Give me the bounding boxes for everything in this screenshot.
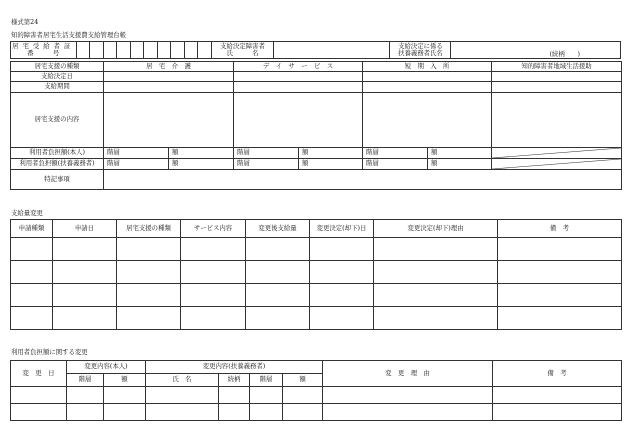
cert-number-box[interactable] xyxy=(90,42,104,59)
header-service-content: サービス内容 xyxy=(181,220,246,238)
tier-cell[interactable]: 階層 xyxy=(234,148,299,159)
cert-number-box[interactable] xyxy=(198,42,212,59)
header-amount: 額 xyxy=(104,374,146,387)
table-row[interactable] xyxy=(11,387,622,404)
header-application-date: 申請日 xyxy=(53,220,117,238)
amount-cell[interactable]: 額 xyxy=(428,159,492,170)
header-amount: 額 xyxy=(283,374,323,387)
table-row[interactable] xyxy=(11,307,622,330)
crossed-out-cell xyxy=(492,148,622,159)
table-row[interactable] xyxy=(11,238,622,261)
tier-cell[interactable]: 階層 xyxy=(234,159,299,170)
decision-date-day-service[interactable] xyxy=(234,72,363,82)
header-quantity-after: 変更後支給量 xyxy=(246,220,310,238)
tier-cell[interactable]: 階層 xyxy=(104,159,169,170)
content-community[interactable] xyxy=(492,93,622,148)
col-community-living: 知的障害者地域生活援助 xyxy=(492,62,622,72)
header-change-reason: 変 更 理 由 xyxy=(323,361,493,387)
col-short-stay: 短 期 入 所 xyxy=(363,62,492,72)
diagonal-strike xyxy=(492,159,621,169)
tier-cell[interactable]: 階層 xyxy=(363,159,428,170)
amount-cell[interactable]: 額 xyxy=(299,159,363,170)
header-change-self: 変更内容(本人) xyxy=(67,361,146,374)
table-row[interactable] xyxy=(11,261,622,284)
support-table xyxy=(10,61,622,190)
amount-cell[interactable]: 額 xyxy=(428,148,492,159)
guardian-name-field[interactable] xyxy=(451,42,621,59)
amount-cell[interactable]: 額 xyxy=(169,159,234,170)
disabled-person-label: 支給決定障害者 氏 名 xyxy=(211,42,273,59)
section-quantity-change-title: 支給量変更 xyxy=(11,209,43,217)
quantity-change-header-row xyxy=(11,220,622,238)
header-support-type: 居宅支援の種類 xyxy=(117,220,181,238)
header-table xyxy=(10,41,621,59)
period-day-service[interactable] xyxy=(234,82,363,93)
col-day-service: デ イ サ ー ビ ス xyxy=(234,62,363,72)
quantity-change-table xyxy=(10,219,622,330)
header-change-remarks: 備 考 xyxy=(493,361,622,387)
cert-number-box[interactable] xyxy=(157,42,171,59)
content-day-service[interactable] xyxy=(234,93,363,148)
guardian-label: 支給決定に係る 扶養義務者氏名 xyxy=(390,42,451,59)
form-id: 様式第24 xyxy=(11,18,39,26)
cert-number-box[interactable] xyxy=(117,42,131,59)
header-name: 氏 名 xyxy=(146,374,219,387)
cert-number-box[interactable] xyxy=(171,42,185,59)
diagonal-strike xyxy=(492,148,621,158)
relation-label: (続柄 ) xyxy=(549,49,580,58)
cert-number-box[interactable] xyxy=(76,42,90,59)
row-burden-self: 利用者負担額(本人) xyxy=(11,148,104,159)
header-tier: 階層 xyxy=(67,374,104,387)
content-home-care[interactable] xyxy=(104,93,234,148)
header-change-date: 変 更 日 xyxy=(11,361,67,387)
form-title: 知的障害者居宅生活支援費支給管理台帳 xyxy=(11,31,127,39)
table-row[interactable] xyxy=(11,284,622,307)
row-decision-date: 支給決定日 xyxy=(11,72,104,82)
period-home-care[interactable] xyxy=(104,82,234,93)
header-relation: 続柄 xyxy=(219,374,250,387)
row-notes: 特記事項 xyxy=(11,170,104,190)
notes-field[interactable] xyxy=(104,170,622,190)
section-burden-change-title: 利用者負担額に関する変更 xyxy=(11,348,88,356)
cert-number-box[interactable] xyxy=(130,42,144,59)
tier-cell[interactable]: 階層 xyxy=(104,148,169,159)
row-burden-guardian: 利用者負担額(扶養義務者) xyxy=(11,159,104,170)
amount-cell[interactable]: 額 xyxy=(169,148,234,159)
amount-cell[interactable]: 額 xyxy=(299,148,363,159)
row-support-content: 居宅支援の内容 xyxy=(11,93,104,148)
col-support-type: 居宅支援の種類 xyxy=(11,62,104,72)
disabled-person-name-field[interactable] xyxy=(274,42,390,59)
content-short-stay[interactable] xyxy=(363,93,492,148)
header-remarks: 備 考 xyxy=(498,220,622,238)
crossed-out-cell xyxy=(492,159,622,170)
header-decision-reason: 変更決定(却下)理由 xyxy=(374,220,498,238)
period-short-stay[interactable] xyxy=(363,82,492,93)
row-period: 支給期間 xyxy=(11,82,104,93)
cert-number-label: 居宅受給者証 番 号 xyxy=(12,41,75,57)
header-decision-date: 変更決定(却下)日 xyxy=(310,220,374,238)
tier-cell[interactable]: 階層 xyxy=(363,148,428,159)
decision-date-home-care[interactable] xyxy=(104,72,234,82)
table-row[interactable] xyxy=(11,404,622,421)
period-community[interactable] xyxy=(492,82,622,93)
col-home-care: 居 宅 介 護 xyxy=(104,62,234,72)
cert-number-box[interactable] xyxy=(144,42,158,59)
header-application-type: 申請種類 xyxy=(11,220,53,238)
header-change-guardian: 変更内容(扶養義務者) xyxy=(146,361,323,374)
cert-number-box[interactable] xyxy=(103,42,117,59)
decision-date-community[interactable] xyxy=(492,72,622,82)
header-tier: 階層 xyxy=(250,374,283,387)
burden-change-table xyxy=(10,360,622,421)
decision-date-short-stay[interactable] xyxy=(363,72,492,82)
cert-number-box[interactable] xyxy=(184,42,198,59)
